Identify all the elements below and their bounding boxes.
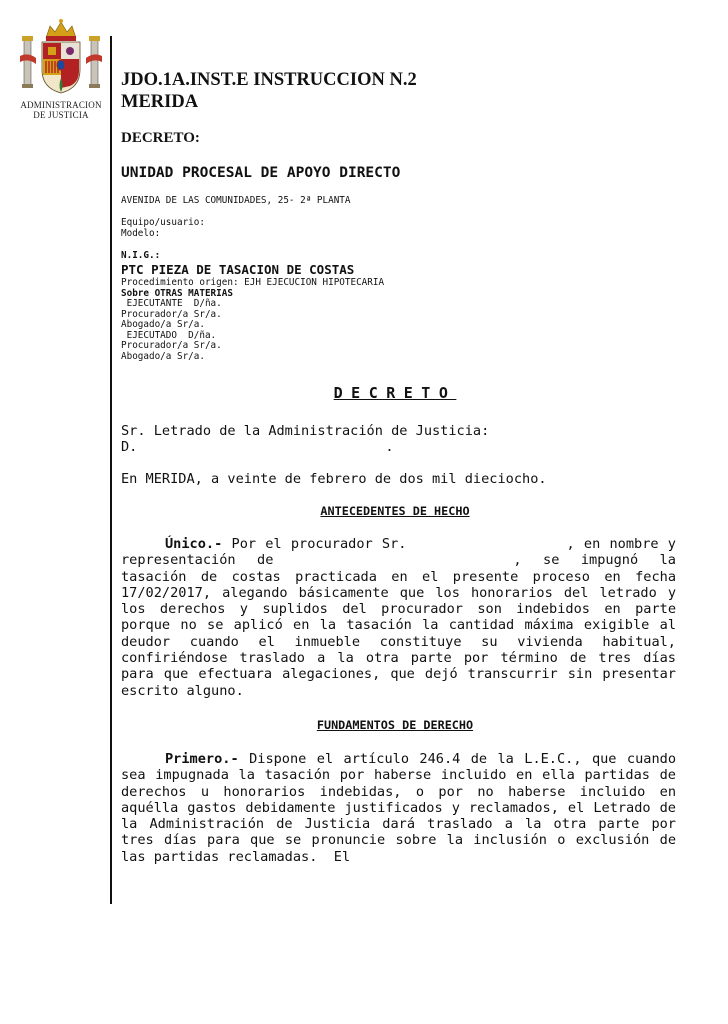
matter-line: Sobre OTRAS MATERIAS <box>121 287 233 299</box>
procedure-type: PTC PIEZA DE TASACION DE COSTAS <box>121 262 355 277</box>
court-line-1: JDO.1A.INST.E INSTRUCCION N.2 <box>121 70 417 90</box>
modelo-label: Modelo: <box>121 227 161 239</box>
margin-rule <box>110 36 112 904</box>
equipo-usuario-label: Equipo/usuario: <box>121 217 205 228</box>
procedural-unit: UNIDAD PROCESAL DE APOYO DIRECTO <box>121 165 401 181</box>
party-procurador-ejecutado: Procurador/a Sr/a. <box>121 340 222 351</box>
equipo-block <box>121 218 205 239</box>
primero-text: Dispone el artículo 246.4 de la L.E.C., que cuando sea impugnada la tasación por haberse incluido en ella partidas de derechos u honorarios indebidas, o por no haberse incluido en aquélla gastos debidamente justificados y reclamados, el Letrado de la Administración de Justicia dará traslado a la otra parte por tres días para que se pronuncie sobre la inclusión o exclusión de las partidas reclamadas. El <box>121 751 685 865</box>
unico-paragraph <box>121 536 676 699</box>
unico-lead: Único.- <box>165 536 223 552</box>
logo-caption-line-2: DE JUSTICIA <box>33 110 89 120</box>
unico-text-2: , en nombre y representación de <box>121 536 676 569</box>
nig-label: N.I.G.: <box>121 250 161 261</box>
date-line: En MERIDA, a veinte de febrero de dos mil dieciocho. <box>121 471 547 487</box>
court-address: AVENIDA DE LAS COMUNIDADES, 25- 2ª PLANTA <box>121 195 351 206</box>
primero-paragraph <box>121 751 685 865</box>
logo-caption-line-1: ADMINISTRACION <box>20 100 102 110</box>
primero-lead: Primero.- <box>165 751 239 767</box>
logo-caption <box>18 100 104 120</box>
d-suffix: . <box>385 439 394 456</box>
procedure-origin: Procedimiento origen: EJH EJECUCION HIPOTECARIA <box>121 277 385 288</box>
parties-block <box>121 278 384 362</box>
document-type-label: DECRETO: <box>121 130 200 146</box>
party-ejecutado: EJECUTADO D/ña. <box>121 329 217 341</box>
d-prefix: D. <box>121 439 138 456</box>
court-name <box>121 69 417 113</box>
coat-of-arms-logo <box>18 16 104 120</box>
coat-of-arms-icon <box>18 16 104 96</box>
unico-text-1: Por el procurador Sr. <box>222 536 407 552</box>
letrado-block <box>121 423 489 456</box>
decree-title: DECRETO <box>333 384 457 402</box>
fundamentos-heading: FUNDAMENTOS DE DERECHO <box>316 718 474 732</box>
party-ejecutante: EJECUTANTE D/ña. <box>121 298 222 309</box>
letrado-name-line <box>121 439 489 455</box>
court-line-2: MERIDA <box>121 92 199 112</box>
party-procurador-ejecutante: Procurador/a Sr/a. <box>121 308 222 320</box>
letrado-line: Sr. Letrado de la Administración de Justicia: <box>121 423 490 439</box>
antecedentes-heading: ANTECEDENTES DE HECHO <box>320 504 470 518</box>
unico-text-3: , se impugnó la tasación de costas practicada en el presente proceso en fecha 17/02/2017, alegando básicamente que los honorarios del letrado y los derechos y suplidos del procurador son indebidos en parte porque no se aplicó en la tasación la cantidad máxima exigible al deudor cuando el inmueble constituye su vivienda habitual, confiriéndose traslado a la otra parte por término de tres días para que efectuara alegaciones, que dejó transcurrir sin presentar escrito alguno. <box>121 552 676 699</box>
party-abogado-ejecutante: Abogado/a Sr/a. <box>121 319 205 330</box>
party-abogado-ejecutado: Abogado/a Sr/a. <box>121 350 205 362</box>
